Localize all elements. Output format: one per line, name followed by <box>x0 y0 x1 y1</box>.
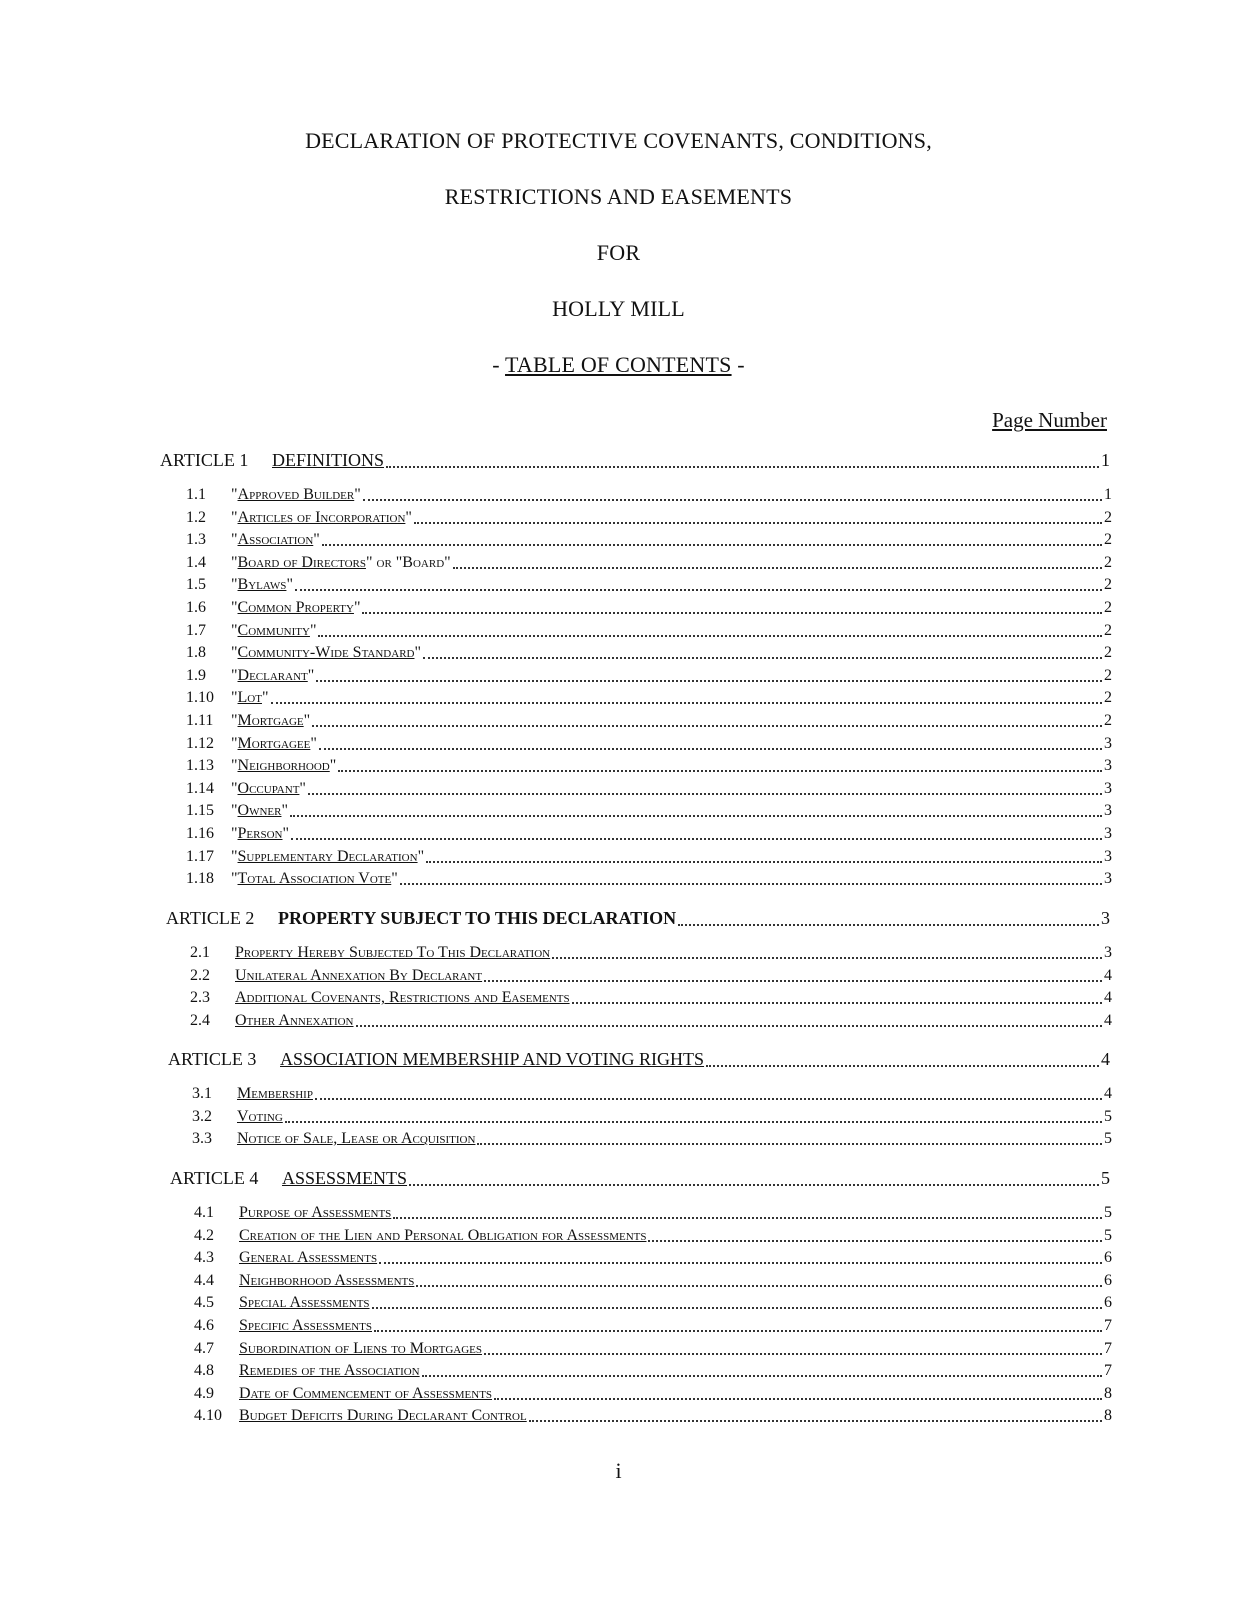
dot-leader <box>409 1184 1099 1186</box>
toc-article-row[interactable] <box>170 1168 1110 1189</box>
toc-section-row[interactable] <box>186 735 1112 753</box>
article-number: ARTICLE 4 <box>170 1168 259 1188</box>
section-quote-open: " <box>231 553 238 571</box>
article-title: DEFINITIONS <box>272 450 384 470</box>
toc-section-row[interactable] <box>186 802 1112 820</box>
section-quote-close: " <box>414 644 422 662</box>
section-quote-close: " <box>353 599 361 616</box>
section-quote-open: " <box>231 779 238 797</box>
section-quote-close: " <box>299 779 306 797</box>
section-page: 5 <box>1104 1107 1112 1125</box>
section-title: Lot <box>237 689 262 707</box>
toc-section-row[interactable] <box>190 1012 1112 1030</box>
section-quote-close: " <box>309 621 317 639</box>
toc-section-row[interactable] <box>186 554 1112 572</box>
toc-section-row[interactable] <box>194 1272 1112 1290</box>
toc-section-row[interactable] <box>194 1407 1112 1425</box>
section-number: 1.6 <box>186 599 206 616</box>
section-title: Bylaws <box>237 576 287 594</box>
section-quote-close: " <box>405 508 412 526</box>
section-page: 2 <box>1104 712 1112 729</box>
section-page: 5 <box>1104 1204 1112 1221</box>
section-page: 3 <box>1104 870 1112 888</box>
section-quote-open: " <box>231 486 238 503</box>
section-page: 4 <box>1104 989 1112 1007</box>
dot-leader <box>290 815 1102 817</box>
article-title: ASSOCIATION MEMBERSHIP AND VOTING RIGHTS <box>280 1049 705 1069</box>
section-title: Person <box>237 825 283 842</box>
section-title: General Assessments <box>239 1249 378 1267</box>
section-title: Mortgage <box>237 712 304 729</box>
section-number: 4.1 <box>194 1204 214 1221</box>
section-number: 1.15 <box>186 802 214 820</box>
section-number: 2.1 <box>190 944 210 961</box>
section-page: 5 <box>1104 1130 1112 1148</box>
section-quote-open: " <box>231 576 238 594</box>
section-page: 3 <box>1104 757 1112 775</box>
section-number: 4.6 <box>194 1317 214 1334</box>
section-quote-open: " <box>231 531 238 549</box>
section-quote-open: " <box>231 712 238 729</box>
section-number: 1.8 <box>186 644 206 662</box>
toc-suffix: - <box>731 352 745 377</box>
toc-section-row[interactable] <box>190 989 1112 1007</box>
section-quote-open: " <box>231 847 238 865</box>
section-page: 8 <box>1104 1384 1112 1402</box>
section-page: 2 <box>1104 689 1112 707</box>
section-quote-close: " or "Board" <box>365 553 451 571</box>
dot-leader <box>386 466 1099 468</box>
section-page: 7 <box>1104 1362 1112 1380</box>
section-number: 1.7 <box>186 621 206 639</box>
section-title: Other Annexation <box>235 1011 354 1029</box>
article-title: PROPERTY SUBJECT TO THIS DECLARATION <box>278 908 677 928</box>
article-title: ASSESSMENTS <box>282 1168 408 1188</box>
section-number: 1.14 <box>186 779 214 797</box>
title-line-1: DECLARATION OF PROTECTIVE COVENANTS, CONDITIONS, <box>305 128 932 153</box>
toc-section-row[interactable] <box>190 967 1112 985</box>
dot-leader <box>426 861 1102 863</box>
dot-leader <box>706 1065 1099 1067</box>
section-quote-open: " <box>231 802 238 820</box>
section-number: 1.18 <box>186 870 214 888</box>
toc-heading-line <box>0 352 1237 378</box>
dot-leader <box>308 793 1102 795</box>
section-quote-open: " <box>231 621 238 639</box>
toc-section-row[interactable] <box>194 1227 1112 1245</box>
section-quote-open: " <box>231 508 238 526</box>
section-quote-open: " <box>231 666 238 684</box>
section-number: 4.10 <box>194 1407 222 1425</box>
toc-section-row[interactable] <box>194 1249 1112 1267</box>
section-number: 4.5 <box>194 1294 214 1312</box>
section-title: Unilateral Annexation By Declarant <box>235 966 483 984</box>
section-page: 2 <box>1104 531 1112 549</box>
section-title: Neighborhood Assessments <box>239 1271 415 1289</box>
section-number: 4.4 <box>194 1271 214 1289</box>
section-title: Approved Builder <box>237 486 355 503</box>
section-title: Neighborhood <box>237 757 330 775</box>
section-quote-close: " <box>313 531 320 549</box>
page-number-label: Page Number <box>992 408 1107 432</box>
toc-section-row[interactable] <box>194 1204 1112 1222</box>
section-number: 1.11 <box>186 712 214 729</box>
section-number: 4.9 <box>194 1384 214 1402</box>
toc-section-row[interactable] <box>186 667 1112 685</box>
dot-leader <box>552 957 1102 959</box>
section-number: 1.12 <box>186 734 214 752</box>
article-number: ARTICLE 3 <box>168 1049 257 1069</box>
section-page: 6 <box>1104 1271 1112 1289</box>
dot-leader <box>271 702 1103 704</box>
section-number: 4.7 <box>194 1339 214 1357</box>
toc-section-row[interactable] <box>186 712 1112 730</box>
section-quote-close: " <box>282 825 290 842</box>
toc-section-row[interactable] <box>186 486 1112 504</box>
section-page: 4 <box>1104 1085 1112 1102</box>
toc-section-row[interactable] <box>186 870 1112 888</box>
dot-leader <box>393 1217 1102 1219</box>
toc-section-row[interactable] <box>186 531 1112 549</box>
section-page: 4 <box>1104 1011 1112 1029</box>
title-line-4: HOLLY MILL <box>552 296 685 321</box>
toc-section-row[interactable] <box>190 944 1112 962</box>
section-title: Association <box>237 531 314 549</box>
section-title: Date of Commencement of Assessments <box>239 1384 493 1402</box>
section-page: 3 <box>1104 802 1112 820</box>
toc-section-row[interactable] <box>192 1108 1112 1126</box>
dot-leader <box>423 657 1102 659</box>
section-page: 4 <box>1104 966 1112 984</box>
section-title: Total Association Vote <box>237 870 392 888</box>
article-page: 3 <box>1101 908 1110 928</box>
section-title: Creation of the Lien and Personal Obligation for Assessments <box>239 1226 647 1244</box>
dot-leader <box>316 680 1102 682</box>
dot-leader <box>572 1002 1102 1004</box>
section-page: 6 <box>1104 1294 1112 1312</box>
section-number: 1.17 <box>186 847 214 865</box>
dot-leader <box>414 522 1102 524</box>
section-page: 3 <box>1104 847 1112 865</box>
section-title: Board of Directors <box>237 553 366 571</box>
dot-leader <box>453 567 1102 569</box>
section-number: 4.3 <box>194 1249 214 1267</box>
dot-leader <box>678 924 1099 926</box>
section-quote-close: " <box>303 712 311 729</box>
toc-article-row[interactable] <box>166 908 1110 929</box>
section-title: Subordination of Liens to Mortgages <box>239 1339 482 1357</box>
dot-leader <box>529 1420 1102 1422</box>
dot-leader <box>372 1307 1102 1309</box>
section-number: 3.3 <box>192 1130 212 1148</box>
section-quote-open: " <box>231 599 238 616</box>
section-page: 2 <box>1104 553 1112 571</box>
section-quote-close: " <box>354 486 361 503</box>
section-title: Notice of Sale, Lease or Acquisition <box>237 1130 476 1148</box>
toc-section-row[interactable] <box>192 1130 1112 1148</box>
article-number: ARTICLE 1 <box>160 450 249 470</box>
toc-section-row[interactable] <box>186 599 1112 617</box>
section-title: Community <box>237 621 310 639</box>
section-title: Mortgagee <box>237 734 311 752</box>
article-page: 5 <box>1101 1168 1110 1188</box>
section-quote-open: " <box>231 689 238 707</box>
section-title: Owner <box>237 802 282 820</box>
toc-section-row[interactable] <box>194 1340 1112 1358</box>
article-page: 4 <box>1101 1049 1110 1069</box>
section-page: 2 <box>1104 666 1112 684</box>
section-number: 2.2 <box>190 966 210 984</box>
dot-leader <box>315 1098 1102 1100</box>
section-page: 3 <box>1104 734 1112 752</box>
toc-section-row[interactable] <box>194 1385 1112 1403</box>
toc-article-row[interactable] <box>168 1049 1110 1070</box>
title-line-3: FOR <box>596 240 641 265</box>
toc-section-row[interactable] <box>186 825 1112 843</box>
section-quote-close: " <box>310 734 317 752</box>
section-page: 2 <box>1104 508 1112 526</box>
dot-leader <box>374 1330 1102 1332</box>
toc-section-row[interactable] <box>194 1294 1112 1312</box>
section-quote-open: " <box>231 644 238 662</box>
toc-section-row[interactable] <box>186 576 1112 594</box>
section-number: 1.4 <box>186 553 206 571</box>
section-page: 2 <box>1104 599 1112 616</box>
dot-leader <box>363 499 1102 501</box>
dot-leader <box>322 544 1102 546</box>
toc-prefix: - <box>492 352 506 377</box>
article-number: ARTICLE 2 <box>166 908 255 928</box>
section-page: 5 <box>1104 1226 1112 1244</box>
section-number: 1.5 <box>186 576 206 594</box>
section-quote-close: " <box>281 802 288 820</box>
dot-leader <box>319 748 1102 750</box>
toc-article-row[interactable] <box>160 450 1110 471</box>
toc-section-row[interactable] <box>186 622 1112 640</box>
article-page: 1 <box>1101 450 1110 470</box>
section-page: 3 <box>1104 825 1112 842</box>
section-title: Membership <box>237 1085 313 1102</box>
section-number: 1.2 <box>186 508 206 526</box>
section-quote-open: " <box>231 757 238 775</box>
section-quote-open: " <box>231 870 238 888</box>
section-page: 3 <box>1104 779 1112 797</box>
toc-section-row[interactable] <box>194 1317 1112 1335</box>
toc-section-row[interactable] <box>186 757 1112 775</box>
toc-section-row[interactable] <box>186 689 1112 707</box>
dot-leader <box>318 635 1102 637</box>
section-title: Voting <box>237 1107 283 1125</box>
section-quote-open: " <box>231 734 238 752</box>
section-page: 7 <box>1104 1339 1112 1357</box>
section-quote-close: " <box>286 576 293 594</box>
dot-leader <box>484 1353 1102 1355</box>
section-number: 3.2 <box>192 1107 212 1125</box>
section-page: 6 <box>1104 1249 1112 1267</box>
section-number: 1.1 <box>186 486 206 503</box>
toc-section-row[interactable] <box>186 780 1112 798</box>
section-number: 2.3 <box>190 989 210 1007</box>
section-quote-close: " <box>329 757 337 775</box>
section-number: 1.10 <box>186 689 214 707</box>
dot-leader <box>356 1025 1103 1027</box>
section-title: Specific Assessments <box>239 1317 372 1334</box>
toc-section-row[interactable] <box>186 644 1112 662</box>
dot-leader <box>285 1121 1102 1123</box>
section-quote-close: " <box>307 666 315 684</box>
section-page: 7 <box>1104 1317 1112 1334</box>
toc-heading: TABLE OF CONTENTS <box>505 352 732 377</box>
section-number: 2.4 <box>190 1011 210 1029</box>
section-page: 2 <box>1104 621 1112 639</box>
section-page: 2 <box>1104 644 1112 662</box>
toc-section-row[interactable] <box>192 1085 1112 1103</box>
dot-leader <box>338 770 1102 772</box>
dot-leader <box>291 838 1102 840</box>
section-quote-close: " <box>417 847 425 865</box>
section-page: 8 <box>1104 1407 1112 1425</box>
dot-leader <box>484 980 1102 982</box>
section-title: Articles of Incorporation <box>237 508 406 526</box>
title-line-2: RESTRICTIONS AND EASEMENTS <box>444 184 793 209</box>
dot-leader <box>422 1375 1102 1377</box>
section-title: Special Assessments <box>239 1294 370 1312</box>
section-title: Property Hereby Subjected To This Declaration <box>235 944 551 961</box>
section-number: 1.16 <box>186 825 214 842</box>
dot-leader <box>416 1285 1102 1287</box>
section-page: 2 <box>1104 576 1112 594</box>
dot-leader <box>295 589 1102 591</box>
dot-leader <box>379 1262 1102 1264</box>
dot-leader <box>400 883 1102 885</box>
footer-page-number: i <box>615 1458 622 1483</box>
section-quote-open: " <box>231 825 238 842</box>
section-number: 1.9 <box>186 666 206 684</box>
toc-section-row[interactable] <box>194 1362 1112 1380</box>
section-title: Supplementary Declaration <box>237 847 418 865</box>
section-quote-close: " <box>261 689 269 707</box>
dot-leader <box>648 1240 1102 1242</box>
section-number: 1.13 <box>186 757 214 775</box>
toc-section-row[interactable] <box>186 509 1112 527</box>
section-title: Budget Deficits During Declarant Control <box>239 1407 527 1425</box>
section-page: 3 <box>1104 944 1112 961</box>
dot-leader <box>494 1398 1102 1400</box>
section-title: Remedies of the Association <box>239 1362 420 1380</box>
section-number: 1.3 <box>186 531 206 549</box>
dot-leader <box>477 1143 1102 1145</box>
toc-section-row[interactable] <box>186 848 1112 866</box>
section-quote-close: " <box>391 870 398 888</box>
section-title: Purpose of Assessments <box>239 1204 392 1221</box>
section-title: Additional Covenants, Restrictions and Easements <box>235 989 570 1007</box>
section-number: 3.1 <box>192 1085 212 1102</box>
section-number: 4.8 <box>194 1362 214 1380</box>
section-title: Community-Wide Standard <box>237 644 415 662</box>
section-title: Declarant <box>237 666 308 684</box>
section-title: Occupant <box>237 779 300 797</box>
section-number: 4.2 <box>194 1226 214 1244</box>
section-page: 1 <box>1104 486 1112 503</box>
dot-leader <box>362 612 1102 614</box>
section-title: Common Property <box>237 599 354 616</box>
dot-leader <box>312 725 1102 727</box>
